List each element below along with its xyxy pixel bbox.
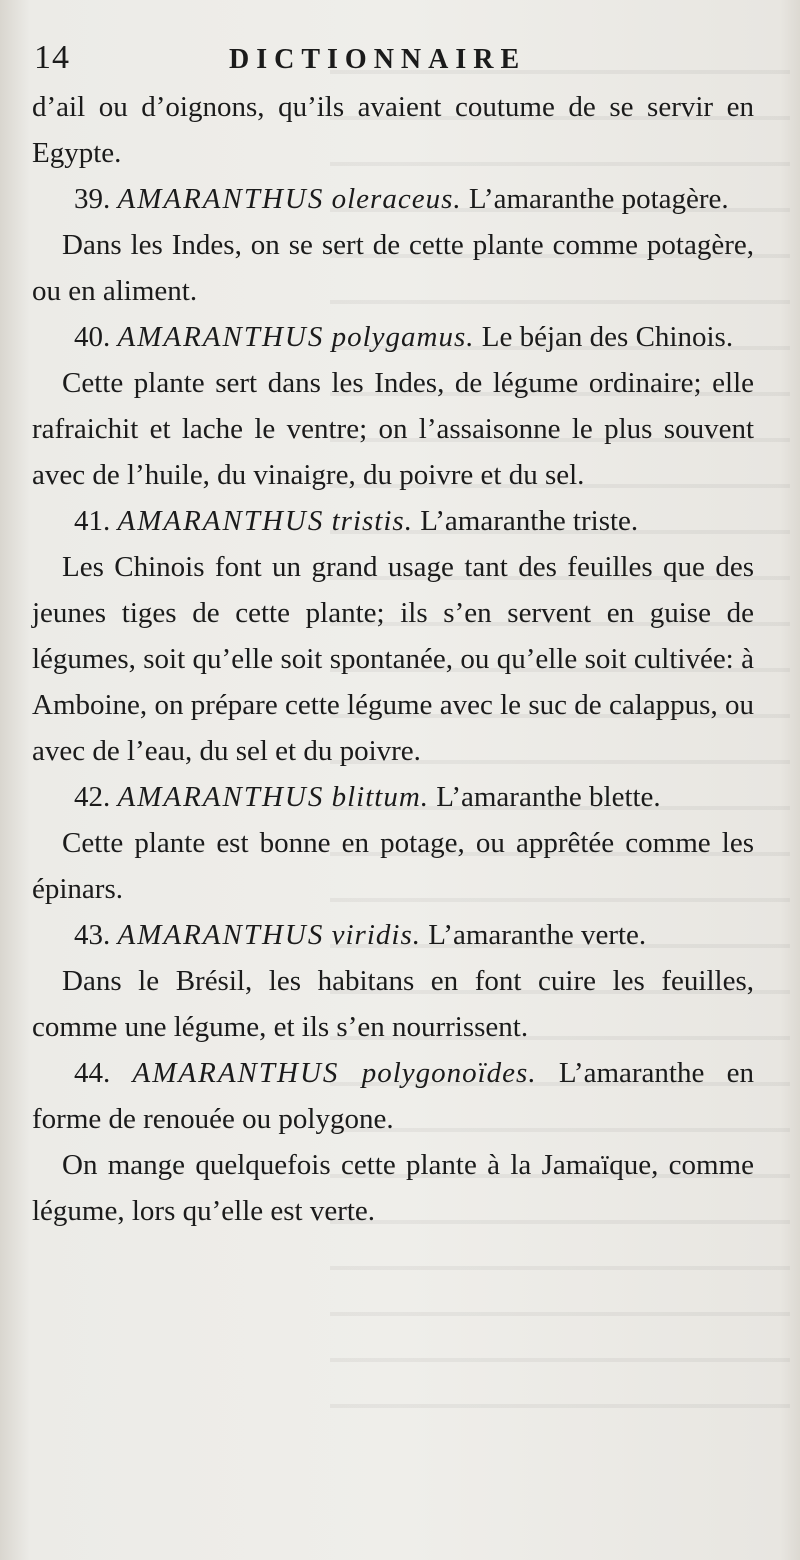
entry-44 bbox=[32, 1050, 754, 1142]
species-name: viridis. bbox=[331, 919, 421, 951]
common-name: Le béjan des Chinois. bbox=[481, 321, 734, 353]
genus-name: AMARANTHUS bbox=[117, 183, 325, 215]
entry-40-description: Cette plante sert dans les Indes, de légume ordinaire; elle rafraichit et lache le ventre; on l’assaisonne le plus souvent avec de l’huile, du vinaigre, du poivre et du sel. bbox=[32, 367, 754, 491]
common-name: L’amaranthe verte. bbox=[428, 919, 647, 951]
species-name: tristis. bbox=[331, 505, 413, 537]
species-name: oleraceus. bbox=[331, 183, 462, 215]
page-body bbox=[32, 84, 754, 1234]
page-number: 14 bbox=[34, 39, 70, 76]
entry-40 bbox=[32, 314, 754, 360]
common-name: L’amaranthe potagère. bbox=[468, 183, 729, 215]
entry-44-description: On mange quelquefois cette plante à la Jamaïque, comme légume, lors qu’elle est verte. bbox=[32, 1149, 754, 1227]
entry-number: 40. bbox=[74, 321, 111, 353]
entry-41 bbox=[32, 498, 754, 544]
page-header bbox=[34, 38, 764, 78]
entry-number: 41. bbox=[74, 505, 111, 537]
genus-name: AMARANTHUS bbox=[132, 1057, 340, 1089]
running-title: DICTIONNAIRE bbox=[229, 44, 527, 75]
entry-number: 44. bbox=[74, 1057, 111, 1089]
genus-name: AMARANTHUS bbox=[117, 321, 325, 353]
genus-name: AMARANTHUS bbox=[117, 781, 325, 813]
entry-42-description: Cette plante est bonne en potage, ou apprêtée comme les épinars. bbox=[32, 827, 754, 905]
species-name: blittum. bbox=[331, 781, 430, 813]
species-name: polygonoïdes. bbox=[361, 1057, 537, 1089]
entry-number: 42. bbox=[74, 781, 111, 813]
genus-name: AMARANTHUS bbox=[117, 919, 325, 951]
entry-41-description: Les Chinois font un grand usage tant des feuilles que des jeunes tiges de cette plante; ils s’en servent en guise de légumes, soit qu’elle soit spontanée, ou qu’elle soit cultivée: à Amboine, on prépare cette légume avec le suc de calappus, ou avec de l’eau, du sel et du poivre. bbox=[32, 551, 754, 767]
common-name: L’amaranthe blette. bbox=[436, 781, 661, 813]
genus-name: AMARANTHUS bbox=[117, 505, 325, 537]
common-name: L’amaranthe triste. bbox=[420, 505, 639, 537]
entry-number: 39. bbox=[74, 183, 111, 215]
entry-43 bbox=[32, 912, 754, 958]
common-name: L’amaranthe en forme de renouée ou polygone. bbox=[32, 1057, 754, 1135]
paragraph-continuation: d’ail ou d’oignons, qu’ils avaient coutume de se servir en Egypte. bbox=[32, 91, 754, 169]
entry-43-description: Dans le Brésil, les habitans en font cuire les feuilles, comme une légume, et ils s’en nourrissent. bbox=[32, 965, 754, 1043]
entry-39-description: Dans les Indes, on se sert de cette plante comme potagère, ou en aliment. bbox=[32, 229, 754, 307]
entry-42 bbox=[32, 774, 754, 820]
entry-number: 43. bbox=[74, 919, 111, 951]
entry-39 bbox=[32, 176, 754, 222]
species-name: polygamus. bbox=[331, 321, 475, 353]
